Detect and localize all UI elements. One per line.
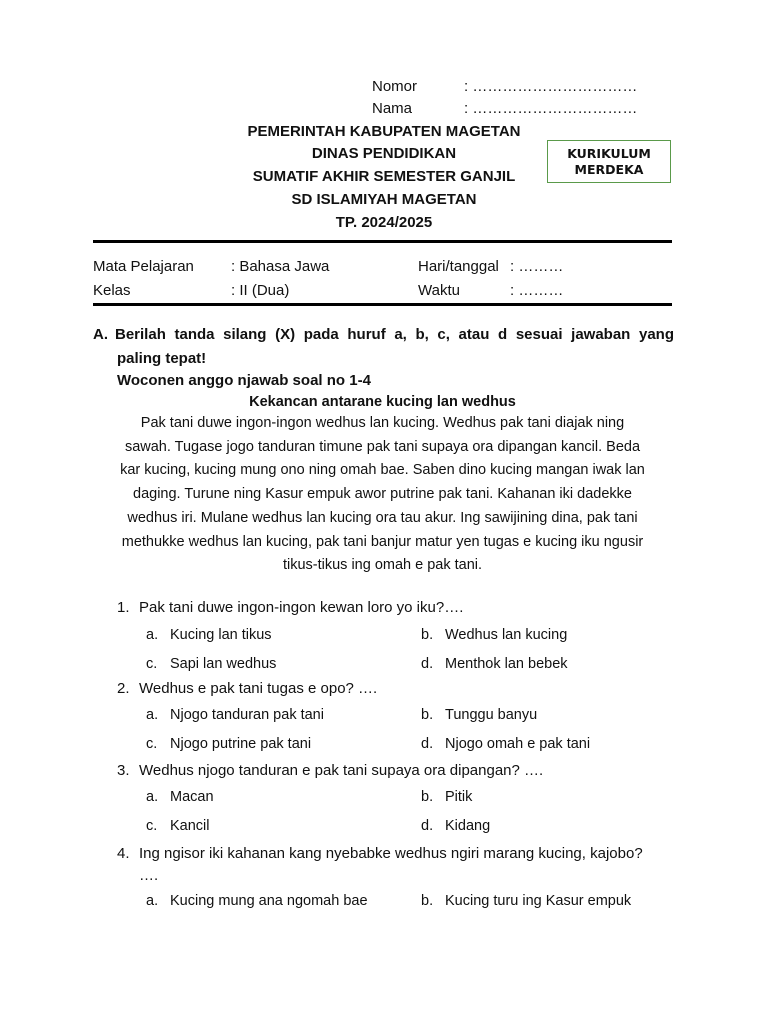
curriculum-line-2: MERDEKA	[574, 162, 644, 177]
option-d-text[interactable]: Kidang	[445, 818, 491, 834]
story-line: wedhus iri. Mulane wedhus lan kucing ora tau akur. Ing sawijining dina, pak tani	[127, 509, 638, 526]
option-a-text[interactable]: Njogo tanduran pak tani	[170, 707, 324, 723]
class-value: : II (Dua)	[231, 282, 290, 299]
header-divider-top	[93, 240, 672, 243]
question-text: Wedhus e pak tani tugas e opo? ….	[139, 680, 378, 697]
option-b-letter[interactable]: b.	[421, 627, 434, 643]
question-text: Pak tani duwe ingon-ingon kewan loro yo iku?….	[139, 599, 464, 616]
option-a-letter[interactable]: a.	[146, 893, 159, 909]
question-number: 2.	[117, 680, 130, 697]
option-a-text[interactable]: Kucing lan tikus	[170, 627, 272, 643]
option-b-letter[interactable]: b.	[421, 789, 434, 805]
question-number: 1.	[117, 599, 130, 616]
section-instruction-line-2: paling tepat!	[117, 350, 207, 367]
option-a-text[interactable]: Kucing mung ana ngomah bae	[170, 893, 368, 909]
time-label: Waktu	[418, 282, 460, 299]
option-c-text[interactable]: Kancil	[170, 818, 210, 834]
option-c-letter[interactable]: c.	[146, 656, 158, 672]
section-instruction-line-1: Berilah tanda silang (X) pada huruf a, b, c, atau d sesuai jawaban yang	[115, 326, 674, 343]
curriculum-badge	[547, 140, 671, 183]
header-school-year: TP. 2024/2025	[335, 214, 433, 231]
curriculum-line-1: KURIKULUM	[567, 146, 651, 161]
story-text	[110, 412, 655, 578]
story-line: kar kucing, kucing mung ono ning omah bae. Saben dino kucing mangan iwak lan	[120, 462, 645, 479]
nomor-field[interactable]: : ……………………………	[464, 78, 638, 95]
class-label: Kelas	[93, 282, 131, 299]
option-c-letter[interactable]: c.	[146, 818, 158, 834]
story-line: Pak tani duwe ingon-ingon wedhus lan kucing. Wedhus pak tani diajak ning	[140, 415, 625, 431]
option-b-text[interactable]: Kucing turu ing Kasur empuk	[445, 893, 632, 909]
question-number: 3.	[117, 762, 130, 779]
option-c-text[interactable]: Njogo putrine pak tani	[170, 736, 312, 752]
header-government: PEMERINTAH KABUPATEN MAGETAN	[247, 123, 521, 140]
question-text-continuation: ….	[139, 867, 159, 884]
nama-field[interactable]: : ……………………………	[464, 100, 638, 117]
sub-instruction: Woconen anggo njawab soal no 1-4	[117, 372, 371, 389]
time-field[interactable]: : ………	[510, 282, 564, 299]
option-d-text[interactable]: Menthok lan bebek	[445, 656, 568, 672]
header-exam-title: SUMATIF AKHIR SEMESTER GANJIL	[252, 168, 516, 185]
header-divider-bottom	[93, 303, 672, 306]
question-text: Wedhus njogo tanduran e pak tani supaya ora dipangan? ….	[139, 762, 544, 779]
nomor-label: Nomor	[372, 78, 418, 95]
option-b-text[interactable]: Wedhus lan kucing	[445, 627, 568, 643]
question-text: Ing ngisor iki kahanan kang nyebabke wedhus ngiri marang kucing, kajobo?	[139, 845, 643, 862]
option-b-letter[interactable]: b.	[421, 893, 434, 909]
option-a-text[interactable]: Macan	[170, 789, 214, 805]
option-b-letter[interactable]: b.	[421, 707, 434, 723]
nama-label: Nama	[372, 100, 413, 117]
header-school: SD ISLAMIYAH MAGETAN	[291, 191, 477, 208]
story-line: sawah. Tugase jogo tanduran timune pak tani supaya ora dipangan kancil. Beda	[124, 438, 641, 455]
option-c-text[interactable]: Sapi lan wedhus	[170, 656, 277, 672]
story-line: daging. Turune ning Kasur empuk awor putrine pak tani. Kahanan iki dadekke	[133, 486, 632, 503]
option-d-text[interactable]: Njogo omah e pak tani	[445, 736, 591, 752]
question-number: 4.	[117, 845, 130, 862]
option-a-letter[interactable]: a.	[146, 707, 159, 723]
story-title: Kekancan antarane kucing lan wedhus	[249, 394, 516, 410]
header-department: DINAS PENDIDIKAN	[311, 145, 457, 162]
option-b-text[interactable]: Pitik	[445, 789, 473, 805]
story-line: methukke wedhus lan kucing, pak tani banjur matur yen tugas e kucing iku ngusir	[121, 533, 644, 550]
option-d-letter[interactable]: d.	[421, 656, 434, 672]
subject-label: Mata Pelajaran	[93, 258, 194, 275]
story-line: tikus-tikus ing omah e pak tani.	[282, 557, 483, 574]
option-d-letter[interactable]: d.	[421, 736, 434, 752]
option-d-letter[interactable]: d.	[421, 818, 434, 834]
subject-value: : Bahasa Jawa	[231, 258, 330, 275]
option-b-text[interactable]: Tunggu banyu	[445, 707, 538, 723]
option-a-letter[interactable]: a.	[146, 627, 159, 643]
date-field[interactable]: : ………	[510, 258, 564, 275]
option-a-letter[interactable]: a.	[146, 789, 159, 805]
section-letter: A.	[93, 326, 108, 343]
date-label: Hari/tanggal	[418, 258, 499, 275]
option-c-letter[interactable]: c.	[146, 736, 158, 752]
